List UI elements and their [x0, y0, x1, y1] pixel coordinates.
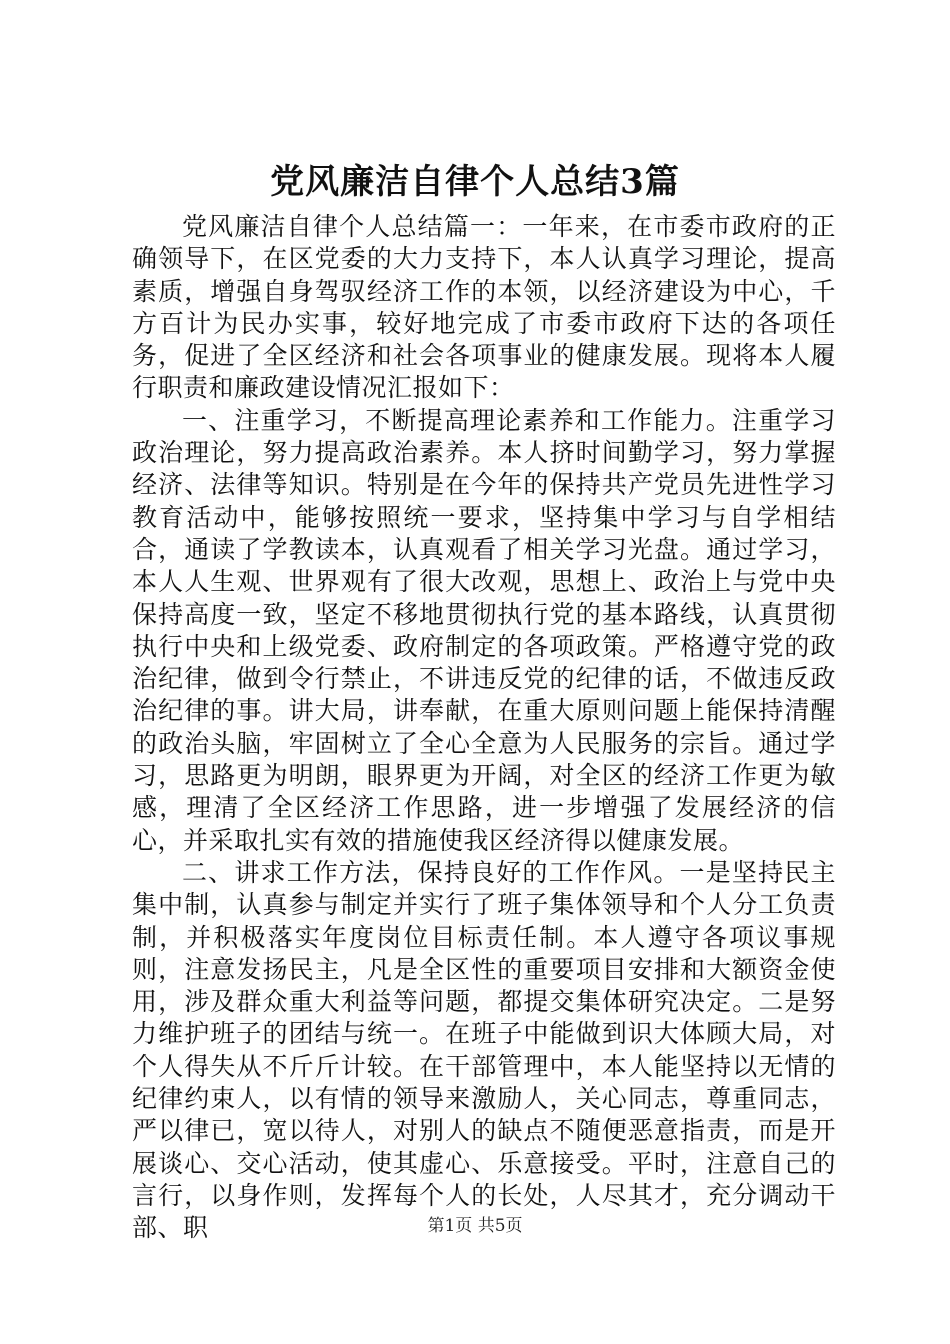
document-body — [132, 211, 836, 1245]
page-footer: 第1页 共5页 — [427, 1216, 523, 1236]
paragraph-intro: 党风廉洁自律个人总结篇一：一年来，在市委市政府的正确领导下，在区党委的大力支持下，本人认真学习理论，提高素质，增强自身驾驭经济工作的本领，以经济建设为中心，千方百计为民办实事，较好地完成了市委市政府下达的各项任务，促进了全区经济和社会各项事业的健康发展。现将本人履行职责和廉政建设情况汇报如下： — [132, 212, 836, 403]
paragraph-section-one: 一、注重学习，不断提高理论素养和工作能力。注重学习政治理论，努力提高政治素养。本人挤时间勤学习，努力掌握经济、法律等知识。特别是在今年的保持共产党员先进性学习教育活动中，能够按照统一要求，坚持集中学习与自学相结合，通读了学教读本，认真观看了相关学习光盘。通过学习，本人人生观、世界观有了很大改观，思想上、政治上与党中央保持高度一致，坚定不移地贯彻执行党的基本路线，认真贯彻执行中央和上级党委、政府制定的各项政策。严格遵守党的政治纪律，做到令行禁止，不讲违反党的纪律的话，不做违反政治纪律的事。讲大局，讲奉献，在重大原则问题上能保持清醒的政治头脑，牢固树立了全心全意为人民服务的宗旨。通过学习，思路更为明朗，眼界更为开阔，对全区的经济工作更为敏感，理清了全区经济工作思路，进一步增强了发展经济的信心，并采取扎实有效的措施使我区经济得以健康发展。 — [132, 405, 836, 855]
paragraph-section-two: 二、讲求工作方法，保持良好的工作作风。一是坚持民主集中制，认真参与制定并实行了班子集体领导和个人分工负责制，并积极落实年度岗位目标责任制。本人遵守各项议事规则，注意发扬民主，凡是全区性的重要项目安排和大额资金使用，涉及群众重大利益等问题，都提交集体研究决定。二是努力维护班子的团结与统一。在班子中能做到识大体顾大局，对个人得失从不斤斤计较。在干部管理中，本人能坚持以无情的纪律约束人，以有情的领导来激励人，关心同志，尊重同志，严以律已，宽以待人，对别人的缺点不随便恶意指责，而是开展谈心、交心活动，使其虚心、乐意接受。平时，注意自己的言行，以身作则，发挥每个人的长处，人尽其才，充分调动干部、职 — [132, 857, 836, 1243]
document-title: 党风廉洁自律个人总结3篇 — [270, 162, 680, 202]
